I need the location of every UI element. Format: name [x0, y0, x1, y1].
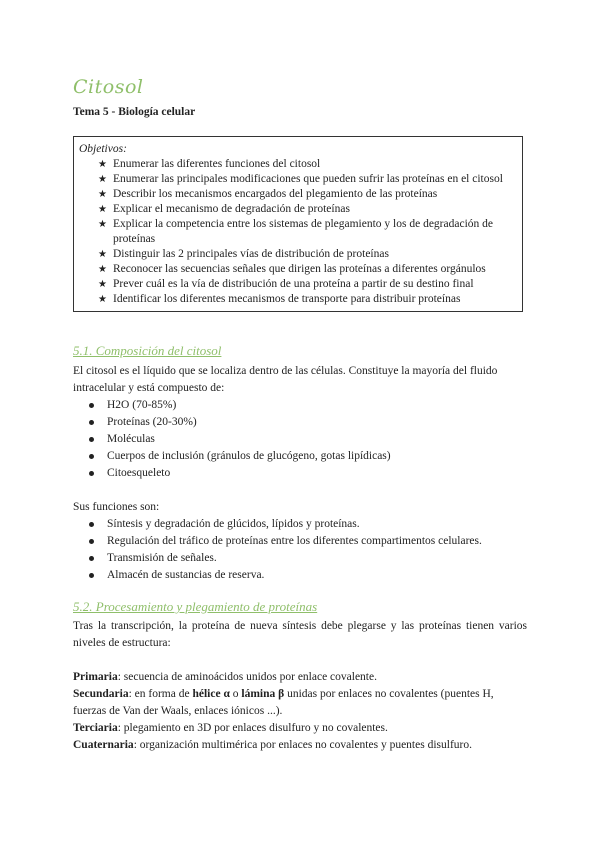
section-heading-composition: 5.1. Composición del citosol	[73, 343, 222, 358]
objective-item: ★ Enumerar las principales modificaciones que pueden sufrir las proteínas en el citosol	[98, 173, 503, 185]
star-icon: ★	[98, 189, 107, 200]
list-item: Transmisión de señales.	[73, 550, 527, 567]
objectives-label: Objetivos:	[79, 143, 127, 155]
bullet-icon	[89, 471, 94, 476]
list-item: Citoesqueleto	[73, 465, 527, 482]
composition-list	[73, 397, 527, 482]
objective-item: ★ Prever cuál es la vía de distribución de una proteína a partir de su destino final	[98, 278, 474, 290]
star-icon: ★	[98, 204, 107, 215]
list-item: Moléculas	[73, 431, 527, 448]
bullet-icon	[89, 573, 94, 578]
structure-secondary: Secundaria: en forma de hélice α o lámina β unidas por enlaces no covalentes (puentes H, fuerzas de Van der Waals, enlaces iónicos ...).	[73, 688, 494, 717]
section-heading-folding: 5.2. Procesamiento y plegamiento de proteínas	[73, 599, 318, 614]
list-item: Síntesis y degradación de glúcidos, lípidos y proteínas.	[73, 516, 527, 533]
page-title: Citosol	[73, 76, 144, 98]
section-composition	[73, 342, 527, 584]
objective-item: ★ Reconocer las secuencias señales que dirigen las proteínas a diferentes orgánulos	[98, 263, 486, 275]
composition-intro: El citosol es el líquido que se localiza dentro de las células. Constituye la mayoría del fluido intracelular y está compuesto de:	[73, 365, 498, 394]
objective-item: ★ Explicar la competencia entre los sistemas de plegamiento y los de degradación de proteínas	[98, 218, 493, 245]
objectives-box	[73, 136, 523, 312]
section-folding	[73, 598, 527, 754]
bullet-icon	[89, 539, 94, 544]
page-subtitle: Tema 5 - Biología celular	[73, 106, 196, 118]
objective-item: ★ Distinguir las 2 principales vías de distribución de proteínas	[98, 248, 389, 260]
objective-item: ★ Identificar los diferentes mecanismos de transporte para distribuir proteínas	[98, 293, 461, 305]
objective-item: ★ Describir los mecanismos encargados del plegamiento de las proteínas	[98, 188, 438, 200]
bullet-icon	[89, 437, 94, 442]
star-icon: ★	[98, 294, 107, 305]
structure-primary: Primaria: secuencia de aminoácidos unidos por enlace covalente.	[73, 671, 377, 683]
functions-list	[73, 516, 527, 584]
star-icon: ★	[98, 249, 107, 260]
structure-quaternary: Cuaternaria: organización multimérica por enlaces no covalentes y puentes disulfuro.	[73, 739, 472, 751]
folding-intro: Tras la transcripción, la proteína de nueva síntesis debe plegarse y las proteínas tienen varios niveles de estructura:	[73, 620, 527, 649]
objective-item: ★ Explicar el mecanismo de degradación de proteínas	[98, 203, 350, 215]
star-icon: ★	[98, 279, 107, 290]
list-item: Regulación del tráfico de proteínas entre los diferentes compartimentos celulares.	[73, 533, 527, 550]
bullet-icon	[89, 556, 94, 561]
list-item: H2O (70-85%)	[73, 397, 527, 414]
star-icon: ★	[98, 219, 107, 230]
objective-item: ★ Enumerar las diferentes funciones del citosol	[98, 158, 321, 170]
list-item: Almacén de sustancias de reserva.	[73, 567, 527, 584]
functions-intro: Sus funciones son:	[73, 501, 160, 513]
star-icon: ★	[98, 264, 107, 275]
bullet-icon	[89, 403, 94, 408]
objectives-list	[79, 157, 515, 307]
bullet-icon	[89, 522, 94, 527]
list-item: Cuerpos de inclusión (gránulos de glucógeno, gotas lipídicas)	[73, 448, 527, 465]
list-item: Proteínas (20-30%)	[73, 414, 527, 431]
structure-tertiary: Terciaria: plegamiento en 3D por enlaces disulfuro y no covalentes.	[73, 722, 388, 734]
star-icon: ★	[98, 159, 107, 170]
bullet-icon	[89, 420, 94, 425]
star-icon: ★	[98, 174, 107, 185]
bullet-icon	[89, 454, 94, 459]
